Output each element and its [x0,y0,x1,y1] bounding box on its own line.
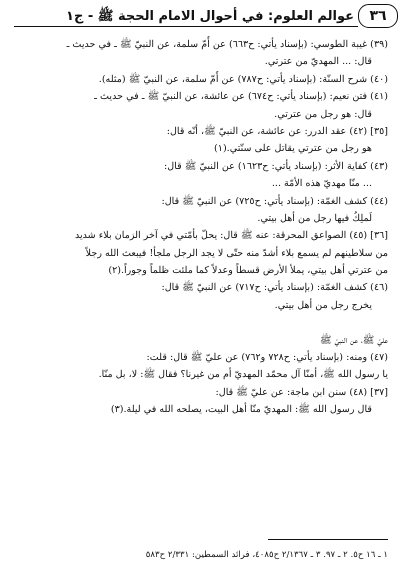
text-line: (٤٣) كفاية الأثر: (بإسناد يأتي: ح١٦٢٣) عن النبيّ ﷺ قال: [164,160,388,172]
text-line: يخرج رجل من أهل بيتي. [274,299,372,311]
text-line: [٣٥] (٤٢) عقد الدرر: عن عائشة، عن النبيّ ﷺ، أنّه قال: [166,125,388,137]
footnote-separator [268,539,388,540]
text-line: عليّ ﷺ، عن النبيّ ﷺ [320,334,388,346]
running-title: عوالم العلوم: في أحوال الامام الحجة ﷺ - ج١ [66,9,354,24]
text-line [20,314,388,331]
text-line: قال: ... المهديّ من عترتي. [264,56,372,68]
text-line: قال رسول الله ﷺ: المهديّ منّا أهل البيت، يصلحه الله في ليلة.(٣) [110,404,372,416]
text-line: من عترتي أهل بيتي، يملأ الأرض قسطاً وعدلاً كما ملئت ظلماً وجوراً.(٢) [108,265,388,277]
text-line: قال: هو رجل من عترتي. [274,108,372,120]
text-line: يا رسول الله ﷺ، أمنّا آل محمّد المهديّ أم من غيرنا؟ فقال ﷺ: لا، بل منّا. [98,369,388,381]
header-rule [14,26,358,27]
text-line: [٣٧] (٤٨) سنن ابن ماجة: عن عليّ ﷺ قال: [215,386,388,398]
text-line: (٤٦) كشف الغمّة: (بإسناد يأتي: ح٧١٧) عن النبيّ ﷺ قال: [161,282,388,294]
hadith-text-body [20,36,388,419]
text-line: (٣٩) غيبة الطوسي: (بإسناد يأتي: ح٦٦٣) عن أُمّ سلمة، عن النبيّ ﷺ ـ في حديث ـ [66,39,388,50]
page-number: ٣٦ [358,4,398,28]
text-line: [٣٦] (٤٥) الصواعق المحرقة: عنه ﷺ قال: يحلّ بأمّتي في آخر الزمان بلاء شديد [74,230,388,242]
text-line: من سلاطينهم لم يسمع بلاء أشدّ منه حتّى لا يجد الرجل ملجأ! فيبعث الله رجلاً [85,247,388,259]
text-line: هو رجل من عترتي يقاتل على سنّتي.(١) [214,143,372,155]
text-line: ... منّا مهديّ هذه الأمّة ... [271,178,372,190]
text-line: (٤٧) ومنه: (بإسناد يأتي: ح٧٢٨ و٧٦٢) عن عليّ ﷺ قال: قلت: [146,352,388,364]
text-line: (٤١) فتن نعيم: (بإسناد يأتي: ح٦٧٤) عن عائشة، عن النبيّ ﷺ ـ في حديث ـ [94,91,388,103]
text-line: لَملِكُ فيها رجل من أهل بيتي. [257,212,372,224]
text-line: (٤٤) كشف الغمّة: (بإسناد يأتي: ح٧٢٥) عن النبيّ ﷺ قال: [161,195,388,207]
text-line: (٤٠) شرح السنّة: (بإسناد يأتي: ح٧٨٧) عن أُمّ سلمة، عن النبيّ ﷺ (مثله). [98,73,388,85]
footnotes: ١ ـ ١٦ ح٥. ٢ ـ ٩٧. ٣ ـ ٢/١٣٦٧ ح٤٠٨٥، فرائد السمطين: ٢/٣٣١ ح٥٨٣ [145,550,388,560]
page-header [14,4,398,28]
